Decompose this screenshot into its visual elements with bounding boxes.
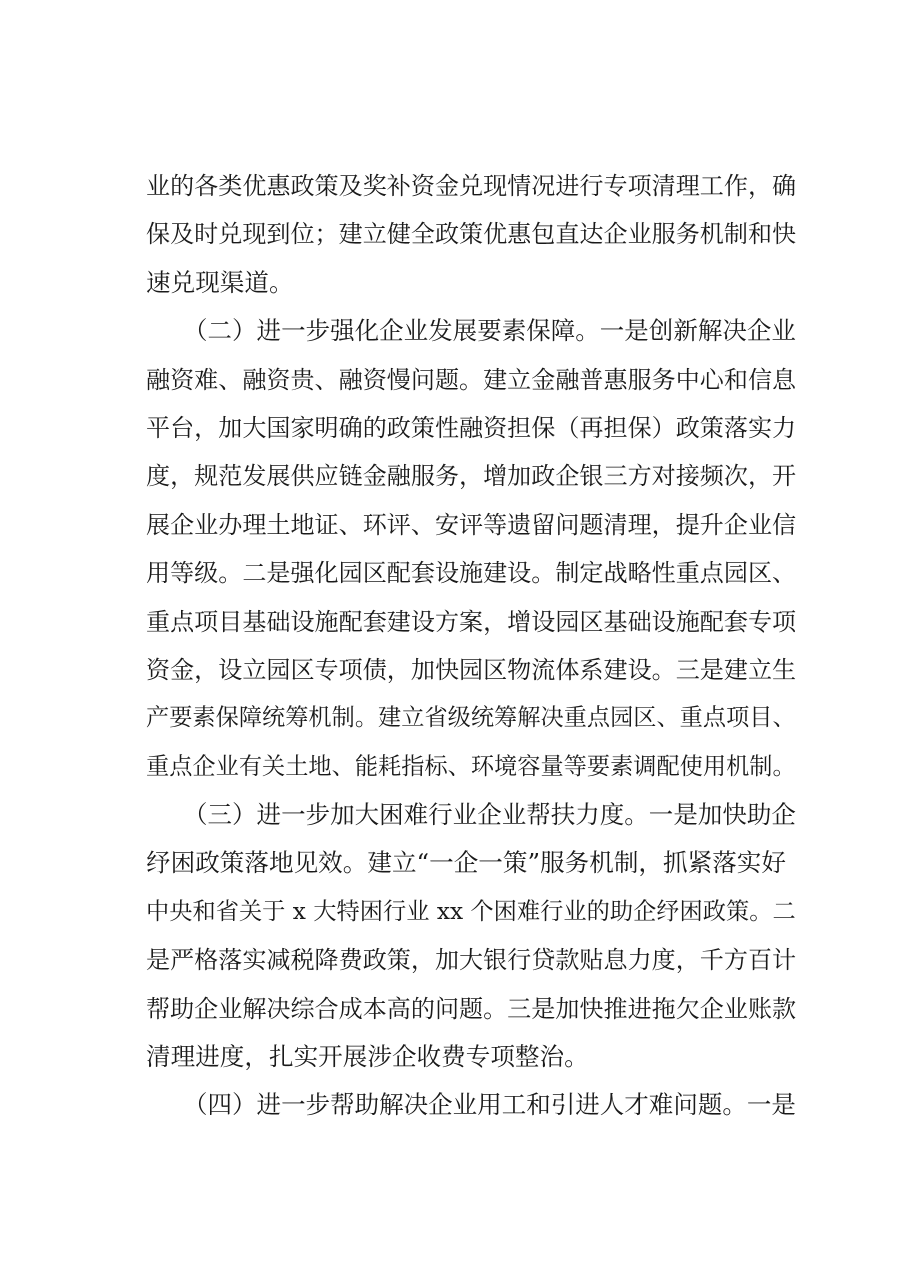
text-line: 是严格落实减税降费政策，加大银行贷款贴息力度，千方百计	[146, 946, 797, 975]
text-line: 平台，加大国家明确的政策性融资担保（再担保）政策落实力	[146, 413, 797, 442]
paragraph-start-line: （四）进一步帮助解决企业用工和引进人才难问题。一是	[183, 1090, 796, 1120]
text-line: 保及时兑现到位；建立健全政策优惠包直达企业服务机制和快	[146, 220, 797, 249]
text-line: 速兑现渠道。	[146, 267, 294, 297]
text-line: 产要素保障统筹机制。建立省级统筹解决重点园区、重点项目、	[146, 704, 796, 732]
text-line: 纾困政策落地见效。建立“一企一策”服务机制，抓紧落实好	[146, 848, 786, 878]
text-line: 用等级。二是强化园区配套设施建设。制定战略性重点园区、	[146, 559, 797, 588]
text-line: 展企业办理土地证、环评、安评等遗留问题清理，提升企业信	[146, 510, 797, 539]
text-line: 业的各类优惠政策及奖补资金兑现情况进行专项清理工作，确	[146, 172, 797, 200]
text-line: 中央和省关于 x 大特困行业 xx 个困难行业的助企纾困政策。二	[146, 897, 796, 925]
text-line: 融资难、融资贵、融资慢问题。建立金融普惠服务中心和信息	[146, 365, 797, 394]
text-line: 度，规范发展供应链金融服务，增加政企银三方对接频次，开	[146, 462, 797, 491]
document-body-text	[146, 162, 796, 1130]
text-line: 重点项目基础设施配套建设方案，增设园区基础设施配套专项	[146, 607, 797, 636]
paragraph-start-line: （二）进一步强化企业发展要素保障。一是创新解决企业	[183, 316, 796, 346]
text-line: 资金，设立园区专项债，加快园区物流体系建设。三是建立生	[146, 655, 797, 684]
text-line: 重点企业有关土地、能耗指标、环境容量等要素调配使用机制。	[146, 752, 796, 780]
text-line: 清理进度，扎实开展涉企收费专项整治。	[146, 1042, 589, 1072]
text-line: 帮助企业解决综合成本高的问题。三是加快推进拖欠企业账款	[146, 994, 797, 1023]
paragraph-start-line: （三）进一步加大困难行业企业帮扶力度。一是加快助企	[183, 800, 796, 830]
